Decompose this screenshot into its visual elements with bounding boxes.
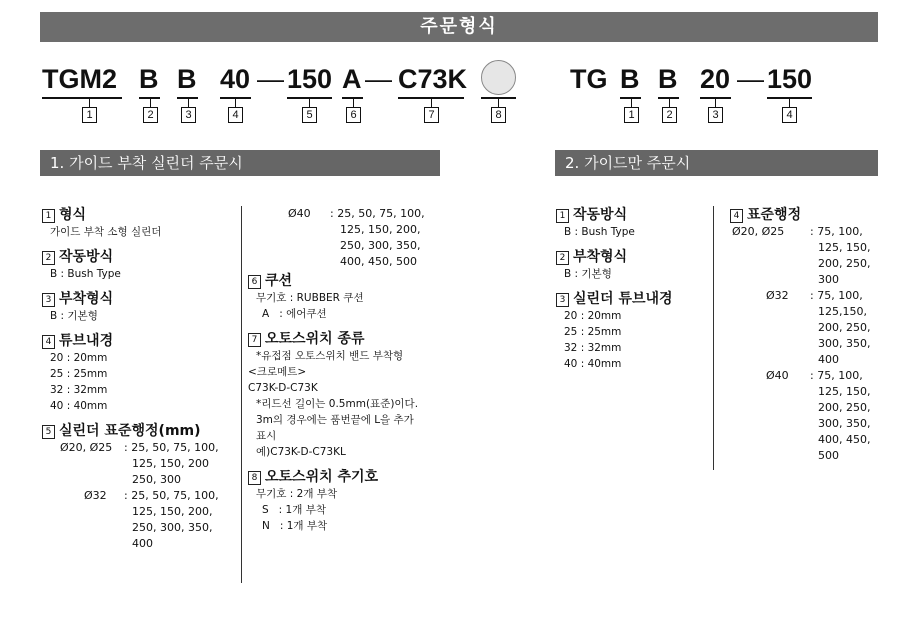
spec-item-operation: 1 작동방식 B : Bush Type: [556, 206, 711, 240]
code-number-box: 8: [491, 107, 506, 123]
code-number-box: 1: [624, 107, 639, 123]
code-part-mount: B: [177, 64, 197, 94]
section-1-title: 1. 가이드 부착 실린더 주문시: [40, 150, 440, 176]
spec-item-auto-switch-type: 7 오토스위치 종류 *유접점 오토스위치 밴드 부착형 <크로메트> C73K-D-C73K *리드선 길이는 0.5mm(표준)이다. 3m의 경우에는 품번끝에 L을 추가 표시 예)C73K-D-C73KL: [248, 331, 419, 458]
code-part-switch: C73K: [398, 64, 468, 94]
code-number-box: 3: [181, 107, 196, 123]
code-number-box: 1: [82, 107, 97, 123]
spec-item-type: 1 형식 가이드 부착 소형 실린더: [42, 206, 238, 240]
section-2-column-a: [556, 206, 711, 372]
page-title-banner: 주문형식: [40, 12, 878, 42]
code-dash: —: [737, 64, 764, 94]
code-part-operation: B: [139, 64, 159, 94]
spec-item-mount: 3 부착형식 B : 기본형: [42, 290, 238, 324]
section-1-column-b: [248, 206, 478, 534]
code-number-box: 6: [346, 107, 361, 123]
code-part-bore: 20: [700, 64, 731, 94]
code-part-switch-qty-placeholder: [481, 60, 516, 95]
column-divider: [241, 206, 242, 583]
spec-item-stroke-continued: Ø40 : 25, 50, 75, 100, 125, 150, 200, 250, 300, 350, 400, 450, 500: [288, 207, 425, 268]
code-part-cushion: A: [342, 64, 362, 94]
spec-item-stroke: 5 실린더 표준행정(mm) Ø20, Ø25 : 25, 50, 75, 100, 125, 150, 200 250, 300 Ø32 : 25, 50, 75, 100, 125, 150, 200, 250, 300, 350, 400: [42, 422, 238, 552]
spec-item-stroke: 4 표준행정 Ø20, Ø25 : 75, 100, 125, 150, 200, 250, 300 Ø32 : 75, 100, 125,150, 200, 250, 300, 350, 400 Ø40 : 75, 100, 125, 150, 200, 250, 300, 350, 400, 450, 500: [732, 207, 871, 462]
code-part-model: TGM2: [42, 64, 118, 94]
code-number-box: 7: [424, 107, 439, 123]
code-dash: —: [257, 64, 284, 94]
spec-item-mount: 2 부착형식 B : 기본형: [556, 248, 711, 282]
section-1-column-a: [42, 206, 238, 552]
code-part-operation: B: [620, 64, 640, 94]
code-number-box: 3: [708, 107, 723, 123]
code-part-stroke: 150: [767, 64, 813, 94]
spec-item-cushion: 6 쿠션 무기호 : RUBBER 쿠션 A : 에어쿠션: [248, 272, 478, 322]
code-number-box: 4: [782, 107, 797, 123]
code-part-model: TG: [570, 64, 608, 94]
spec-item-bore: 4 튜브내경 20 : 20mm 25 : 25mm 32 : 32mm 40 : 40mm: [42, 332, 238, 414]
code-dash: —: [365, 64, 392, 94]
code-number-box: 2: [662, 107, 677, 123]
code-part-stroke: 150: [287, 64, 333, 94]
code-number-box: 5: [302, 107, 317, 123]
spec-item-bore: 3 실린더 튜브내경 20 : 20mm 25 : 25mm 32 : 32mm 40 : 40mm: [556, 290, 711, 372]
code-number-box: 4: [228, 107, 243, 123]
code-underline: [42, 97, 122, 99]
section-2-column-b: [730, 206, 880, 464]
code-part-mount: B: [658, 64, 678, 94]
code-part-bore: 40: [220, 64, 251, 94]
spec-item-operation: 2 작동방식 B : Bush Type: [42, 248, 238, 282]
section-2-title: 2. 가이드만 주문시: [555, 150, 878, 176]
column-divider: [713, 206, 714, 470]
code-number-box: 2: [143, 107, 158, 123]
spec-item-auto-switch-suffix: 8 오토스위치 추기호 무기호 : 2개 부착 S : 1개 부착 N : 1개 부착: [248, 468, 478, 534]
